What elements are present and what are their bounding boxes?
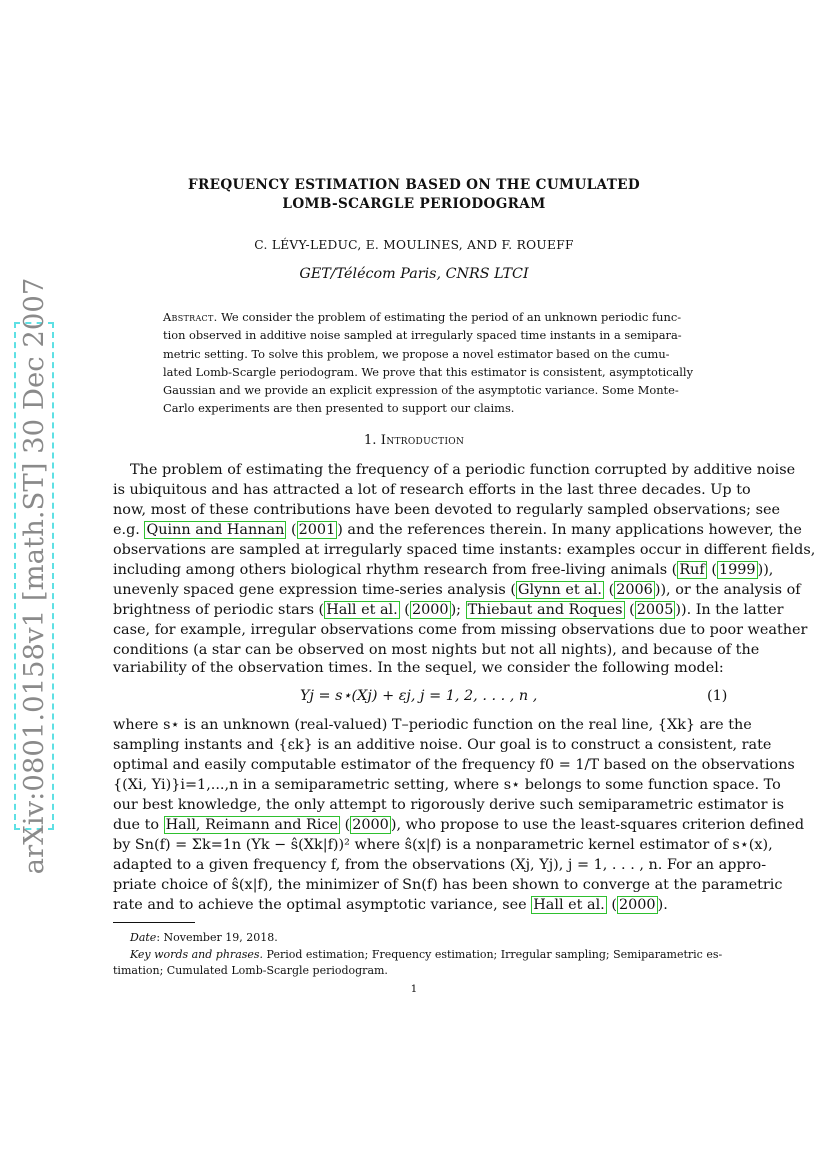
- citation-year-link[interactable]: 1999: [718, 562, 756, 578]
- body-line: optimal and easily computable estimator of the frequency f0 = 1/T based on the observations: [113, 757, 795, 773]
- text-run: due to: [113, 817, 164, 833]
- paper-affiliation: GET/Télécom Paris, CNRS LTCI: [299, 266, 529, 282]
- paper-title-line2: LOMB-SCARGLE PERIODOGRAM: [282, 196, 546, 212]
- body-line: sampling instants and {εk} is an additive noise. Our goal is to construct a consistent, rate: [113, 737, 772, 753]
- citation-link[interactable]: Hall et al.: [326, 602, 398, 618]
- equation: Yj = s⋆(Xj) + εj, j = 1, 2, . . . , n ,: [300, 688, 538, 704]
- citation-year-link[interactable]: 2000: [618, 897, 656, 913]
- footnote-date: [130, 931, 744, 944]
- citation-year-link[interactable]: 2005: [636, 602, 674, 618]
- citation-link[interactable]: Quinn and Hannan: [146, 522, 285, 538]
- abstract-line-3: metric setting. To solve this problem, we propose a novel estimator based on the cumu-: [163, 346, 670, 361]
- arxiv-identifier[interactable]: arXiv:0801.0158v1 [math.ST] 30 Dec 2007: [18, 277, 50, 875]
- body-line: conditions (a star can be observed on most nights but not all nights), and because of the: [113, 642, 760, 658]
- footnote-date-value: : November 19, 2018.: [156, 931, 278, 944]
- text-run: ), who propose to use the least-squares criterion defined: [390, 817, 805, 833]
- body-line: our best knowledge, the only attempt to rigorously derive such semiparametric estimator is: [113, 797, 785, 813]
- text-run: rate and to achieve the optimal asymptotic variance, see: [113, 897, 532, 913]
- text-run: including among others biological rhythm research from free-living animals (: [113, 562, 678, 578]
- body-line: priate choice of ŝ(x|f), the minimizer of Sn(f) has been shown to converge at the parametric: [113, 877, 783, 893]
- body-line: by Sn(f) = Σk=1n (Yk − ŝ(Xk|f))² where ŝ(x|f) is a nonparametric kernel estimator of s⋆(x),: [113, 837, 773, 853]
- body-line: e.g. Quinn and Hannan ( 2001 ) and the references therein. In many applications however, the: [113, 522, 802, 538]
- body-line: unevenly spaced gene expression time-series analysis ( Glynn et al. ( 2006 )), or the analysis of: [113, 582, 801, 598]
- citation-link[interactable]: Thiebaut and Roques: [467, 602, 623, 618]
- body-line: The problem of estimating the frequency of a periodic function corrupted by additive noise: [130, 462, 796, 478]
- text-run: );: [450, 602, 466, 618]
- paper-authors: C. LÉVY-LEDUC, E. MOULINES, AND F. ROUEFF: [254, 238, 574, 252]
- section-number: 1.: [363, 433, 377, 448]
- body-line: where s⋆ is an unknown (real-valued) T–periodic function on the real line, {Xk} are the: [113, 717, 752, 733]
- body-line: rate and to achieve the optimal asymptotic variance, see Hall et al. ( 2000 ).: [113, 897, 668, 913]
- text-run: unevenly spaced gene expression time-series analysis (: [113, 582, 517, 598]
- body-line: {(Xi, Yi)}i=1,...,n in a semiparametric setting, where s⋆ belongs to some function space. To: [113, 777, 781, 793]
- body-line: due to Hall, Reimann and Rice ( 2000 ), who propose to use the least-squares criterion defined: [113, 817, 805, 833]
- text-run: )), or the analysis of: [654, 582, 801, 598]
- page-number: 1: [410, 983, 418, 995]
- body-line: including among others biological rhythm research from free-living animals ( Ruf ( 1999 )),: [113, 562, 774, 578]
- citation-year-link[interactable]: 2000: [411, 602, 449, 618]
- body-line: case, for example, irregular observations come from missing observations due to poor weather: [113, 622, 808, 638]
- arxiv-sidebar[interactable]: [14, 277, 56, 875]
- text-run: ) and the references therein. In many applications however, the: [337, 522, 802, 538]
- text-run: e.g.: [113, 522, 140, 538]
- paper-title-line1: FREQUENCY ESTIMATION BASED ON THE CUMULATED: [187, 177, 641, 193]
- equation-number: (1): [707, 688, 728, 704]
- abstract: [163, 308, 693, 418]
- citation-link[interactable]: Hall, Reimann and Rice: [165, 817, 339, 833]
- body-line: now, most of these contributions have been devoted to regularly sampled observations; see: [113, 502, 781, 518]
- citation-year-link[interactable]: 2006: [616, 582, 653, 598]
- footnote-rule: [113, 922, 195, 923]
- text-run: )),: [757, 562, 774, 578]
- body-line: observations are sampled at irregularly spaced time instants: examples occur in different fields,: [113, 542, 816, 558]
- section-title: Introduction: [380, 433, 465, 448]
- section-heading: [0, 433, 828, 448]
- body-line: is ubiquitous and has attracted a lot of research efforts in the last three decades. Up to: [113, 482, 751, 498]
- abstract-heading: Abstract.: [163, 310, 218, 324]
- citation-year-link[interactable]: 2001: [298, 522, 336, 538]
- citation-link[interactable]: Glynn et al.: [518, 582, 602, 598]
- footnote-date-label: Date: [130, 931, 157, 944]
- body-line: variability of the observation times. In the sequel, we consider the following model:: [113, 660, 724, 676]
- footnote-keywords: [130, 948, 744, 961]
- footnote-keywords-cont: timation; Cumulated Lomb-Scargle periodogram.: [113, 964, 388, 977]
- text-run: )). In the latter: [675, 602, 784, 618]
- citation-link[interactable]: Hall et al.: [533, 897, 605, 913]
- citation-year-link[interactable]: 2000: [352, 817, 389, 833]
- abstract-text: We consider the problem of estimating the period of an unknown periodic func-: [221, 310, 682, 324]
- text-run: ).: [657, 897, 668, 913]
- footnote-keywords-text: Period estimation; Frequency estimation; Irregular sampling; Semiparametric es-: [263, 948, 723, 961]
- body-line: brightness of periodic stars ( Hall et al. ( 2000 ); Thiebaut and Roques ( 2005 )). In the latter: [113, 602, 784, 618]
- abstract-line-6: Carlo experiments are then presented to support our claims.: [163, 401, 515, 416]
- abstract-line-1: [163, 308, 683, 326]
- abstract-line-2: tion observed in additive noise sampled at irregularly spaced time instants in a semipara-: [163, 328, 682, 343]
- body-line: adapted to a given frequency f, from the observations (Xj, Yj), j = 1, . . . , n. For an appro-: [113, 857, 767, 873]
- abstract-line-5: Gaussian and we provide an explicit expression of the asymptotic variance. Some Monte-: [163, 383, 679, 398]
- footnote-keywords-label: Key words and phrases.: [130, 948, 264, 961]
- text-run: brightness of periodic stars (: [113, 602, 325, 618]
- citation-link[interactable]: Ruf: [679, 562, 705, 578]
- abstract-line-4: lated Lomb-Scargle periodogram. We prove that this estimator is consistent, asymptotically: [163, 364, 693, 379]
